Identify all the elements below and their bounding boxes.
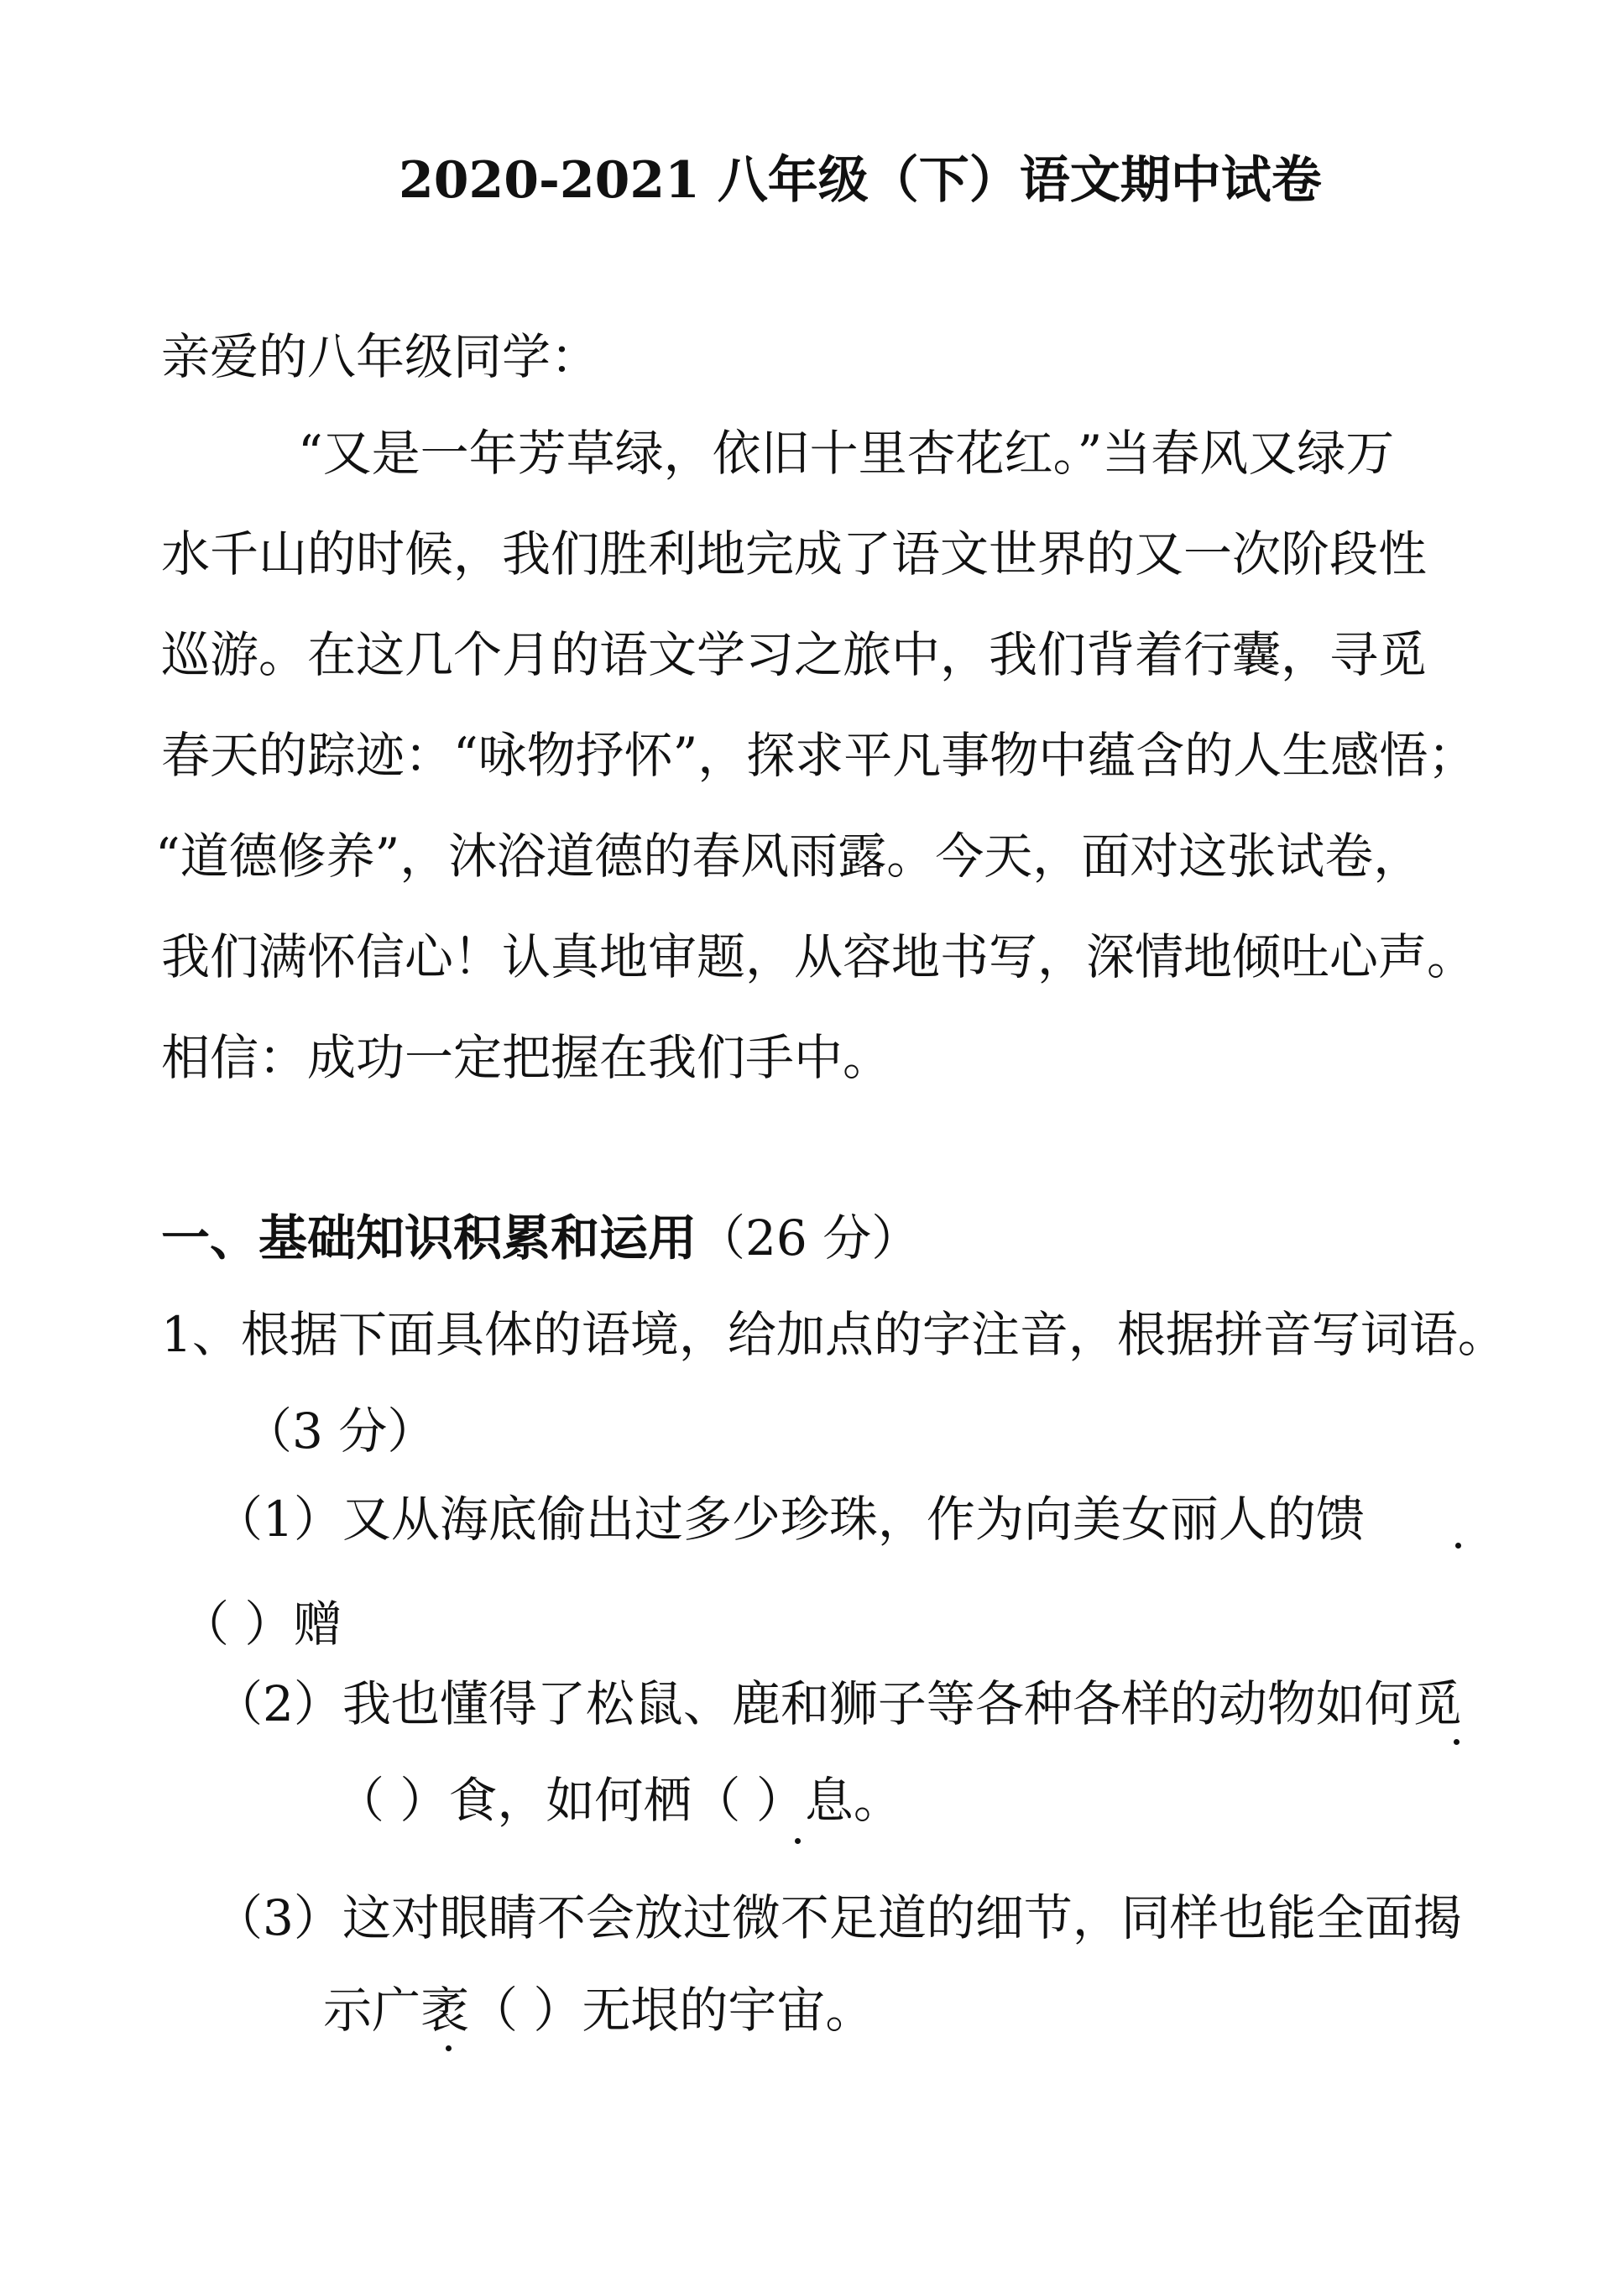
question-1-stem: 1、根据下面具体的语境，给加点的字注音，根据拼音写词语。 [161, 1306, 1507, 1363]
intro-line: “又是一年芳草绿，依旧十里杏花红。”当春风又绿万 [298, 425, 1395, 482]
section-heading-text: 一、基础知识积累和运用 [161, 1209, 697, 1267]
question-1-item-1-blank: （ ）赠 [180, 1596, 342, 1653]
question-1-item-2: （2）我也懂得了松鼠、鹿和狮子等各种各样的动物如何觅 [214, 1675, 1462, 1732]
question-1-item-2-blanks: （ ）食，如何栖（ ）息。 [336, 1772, 902, 1829]
emphasis-dot [1455, 1543, 1461, 1549]
question-1-score: （3 分） [243, 1402, 436, 1460]
intro-line: “道德修养”，沐浴道德的春风雨露。今天，面对这张试卷， [155, 828, 1423, 885]
exam-title: 2020-2021 八年级（下）语文期中试卷 [399, 151, 1322, 210]
intro-line: 相信：成功一定把握在我们手中。 [161, 1029, 892, 1086]
question-1-item-1: （1）又从海底偷出过多少珍珠，作为向美女丽人的馈 [214, 1491, 1365, 1548]
intro-line: 我们满怀信心！认真地审题，从容地书写，深情地倾吐心声。 [161, 928, 1476, 985]
intro-line: 春天的踪迹：“咏物抒怀”，探求平凡事物中蕴含的人生感悟； [161, 727, 1477, 784]
question-1-item-3: （3）这对眼睛不会放过微不足道的细节，同样也能全面揭 [214, 1889, 1462, 1946]
section-score: （26 分） [697, 1209, 921, 1267]
emphasis-dot [446, 2045, 452, 2051]
intro-line: 水千山的时候，我们胜利地完成了语文世界的又一次阶段性 [161, 525, 1428, 582]
emphasis-dot [1454, 1739, 1460, 1745]
section-heading [161, 1209, 920, 1267]
intro-line: 巡游。在这几个月的语文学习之旅中，我们背着行囊，寻觅 [161, 626, 1428, 683]
greeting: 亲爱的八年级同学： [161, 328, 600, 385]
emphasis-dot [795, 1838, 801, 1844]
question-1-item-3-blank: 示广袤（ ）无垠的宇宙。 [323, 1982, 875, 2039]
